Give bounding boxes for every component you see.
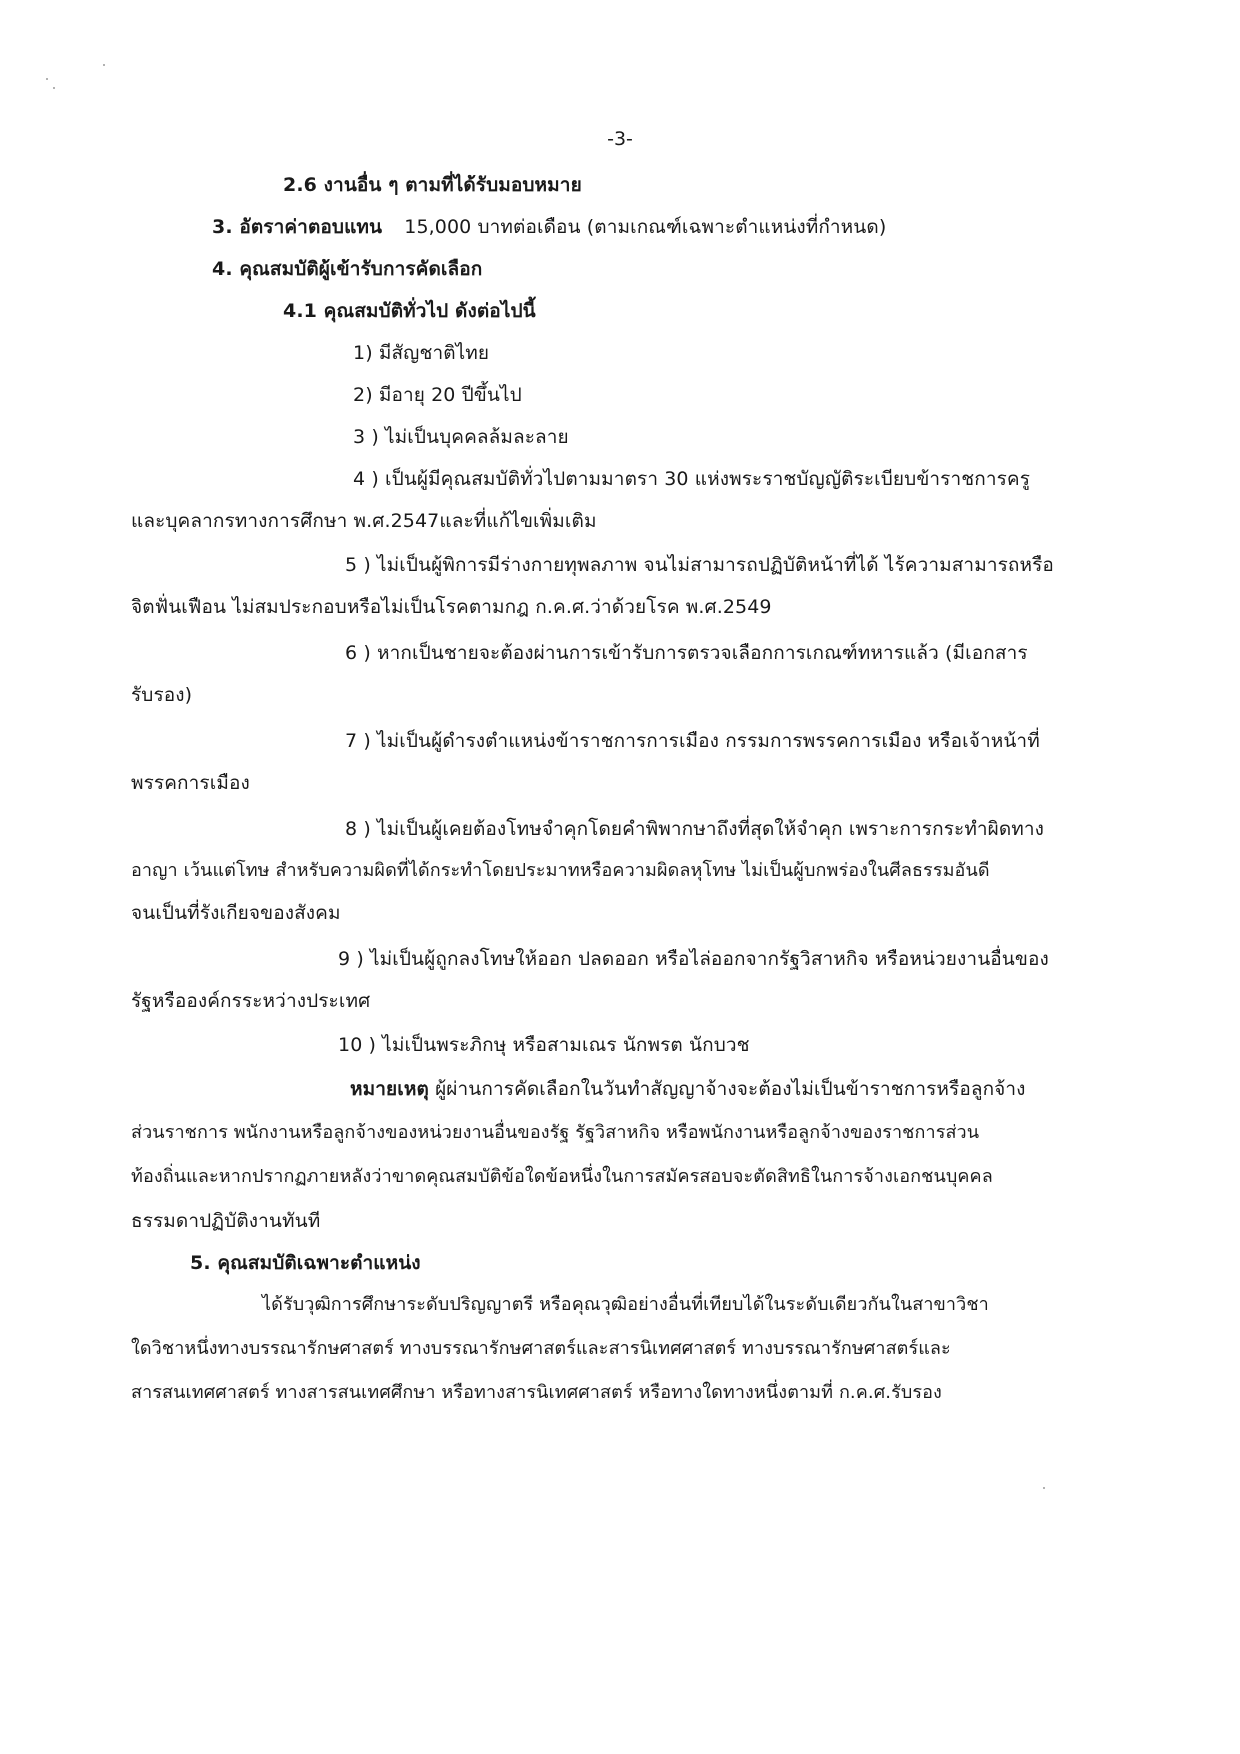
scan-speck xyxy=(46,78,48,80)
remark-cont-3: ธรรมดาปฏิบัติงานทันที xyxy=(131,1210,321,1232)
qualification-7: 7 ) ไม่เป็นผู้ดำรงตำแหน่งข้าราชการการเมือง กรรมการพรรคการเมือง หรือเจ้าหน้าที่ xyxy=(345,730,1040,752)
remark-cont-1: ส่วนราชการ พนักงานหรือลูกจ้างของหน่วยงานอื่นของรัฐ รัฐวิสาหกิจ หรือพนักงานหรือลูกจ้างของราชการส่วน xyxy=(131,1122,980,1143)
qualification-5-cont: จิตฟั่นเฟือน ไม่สมประกอบหรือไม่เป็นโรคตามกฎ ก.ค.ศ.ว่าด้วยโรค พ.ศ.2549 xyxy=(131,596,772,618)
scan-speck xyxy=(1043,1487,1045,1489)
remark-cont-2: ท้องถิ่นและหากปรากฏภายหลังว่าขาดคุณสมบัติข้อใดข้อหนึ่งในการสมัครสอบจะตัดสิทธิในการจ้างเอกชนบุคคล xyxy=(131,1166,993,1187)
qualification-5: 5 ) ไม่เป็นผู้พิการมีร่างกายทุพลภาพ จนไม่สามารถปฏิบัติหน้าที่ได้ ไร้ความสามารถหรือ xyxy=(345,554,1054,576)
qualification-9-cont: รัฐหรือองค์กรระหว่างประเทศ xyxy=(131,990,371,1012)
qualification-8-cont-2: จนเป็นที่รังเกียจของสังคม xyxy=(131,902,341,924)
item-2-6: 2.6 งานอื่น ๆ ตามที่ได้รับมอบหมาย xyxy=(283,174,582,196)
section-3-compensation xyxy=(212,214,886,240)
section-5-heading: 5. คุณสมบัติเฉพาะตำแหน่ง xyxy=(190,1252,421,1274)
scan-speck xyxy=(53,87,55,89)
section-5-text-3: สารสนเทศศาสตร์ ทางสารสนเทศศึกษา หรือทางสารนิเทศศาสตร์ หรือทางใดทางหนึ่งตามที่ ก.ค.ศ.รับรอง xyxy=(131,1382,942,1403)
qualification-6: 6 ) หากเป็นชายจะต้องผ่านการเข้ารับการตรวจเลือกการเกณฑ์ทหารแล้ว (มีเอกสาร xyxy=(345,642,1028,664)
qualification-7-cont: พรรคการเมือง xyxy=(131,772,250,794)
section-3-heading: 3. อัตราค่าตอบแทน xyxy=(212,216,383,238)
section-5-text-1: ได้รับวุฒิการศึกษาระดับปริญญาตรี หรือคุณวุฒิอย่างอื่นที่เทียบได้ในระดับเดียวกันในสาขาวิชา xyxy=(262,1294,989,1315)
qualification-1: 1) มีสัญชาติไทย xyxy=(353,342,490,364)
section-4-1-heading: 4.1 คุณสมบัติทั่วไป ดังต่อไปนี้ xyxy=(283,300,536,322)
qualification-4-cont: และบุคลากรทางการศึกษา พ.ศ.2547และที่แก้ไขเพิ่มเติม xyxy=(131,510,597,532)
section-3-text: 15,000 บาทต่อเดือน (ตามเกณฑ์เฉพาะตำแหน่งที่กำหนด) xyxy=(404,216,887,238)
qualification-4: 4 ) เป็นผู้มีคุณสมบัติทั่วไปตามมาตรา 30 แห่งพระราชบัญญัติระเบียบข้าราชการครู xyxy=(353,468,1031,490)
qualification-3: 3 ) ไม่เป็นบุคคลล้มละลาย xyxy=(353,426,569,448)
qualification-10: 10 ) ไม่เป็นพระภิกษุ หรือสามเณร นักพรต นักบวช xyxy=(338,1034,750,1056)
qualification-2: 2) มีอายุ 20 ปีขึ้นไป xyxy=(353,384,522,406)
qualification-9: 9 ) ไม่เป็นผู้ถูกลงโทษให้ออก ปลดออก หรือไล่ออกจากรัฐวิสาหกิจ หรือหน่วยงานอื่นของ xyxy=(338,948,1049,970)
remark-text: ผู้ผ่านการคัดเลือกในวันทำสัญญาจ้างจะต้องไม่เป็นข้าราชการหรือลูกจ้าง xyxy=(435,1078,1026,1100)
remark xyxy=(350,1076,1026,1102)
qualification-8-cont-1: อาญา เว้นแต่โทษ สำหรับความผิดที่ได้กระทำโดยประมาทหรือความผิดลหุโทษ ไม่เป็นผู้บกพร่องในศีลธรรมอันดี xyxy=(131,860,990,881)
scan-speck xyxy=(103,64,105,66)
qualification-8: 8 ) ไม่เป็นผู้เคยต้องโทษจำคุกโดยคำพิพากษาถึงที่สุดให้จำคุก เพราะการกระทำผิดทาง xyxy=(345,818,1045,840)
section-4-heading: 4. คุณสมบัติผู้เข้ารับการคัดเลือก xyxy=(212,258,483,280)
qualification-6-cont: รับรอง) xyxy=(131,684,193,706)
section-5-text-2: ใดวิชาหนึ่งทางบรรณารักษศาสตร์ ทางบรรณารักษศาสตร์และสารนิเทศศาสตร์ ทางบรรณารักษศาสตร์และ xyxy=(131,1338,951,1359)
remark-label: หมายเหตุ xyxy=(350,1078,429,1100)
page-number: -3- xyxy=(607,128,633,150)
